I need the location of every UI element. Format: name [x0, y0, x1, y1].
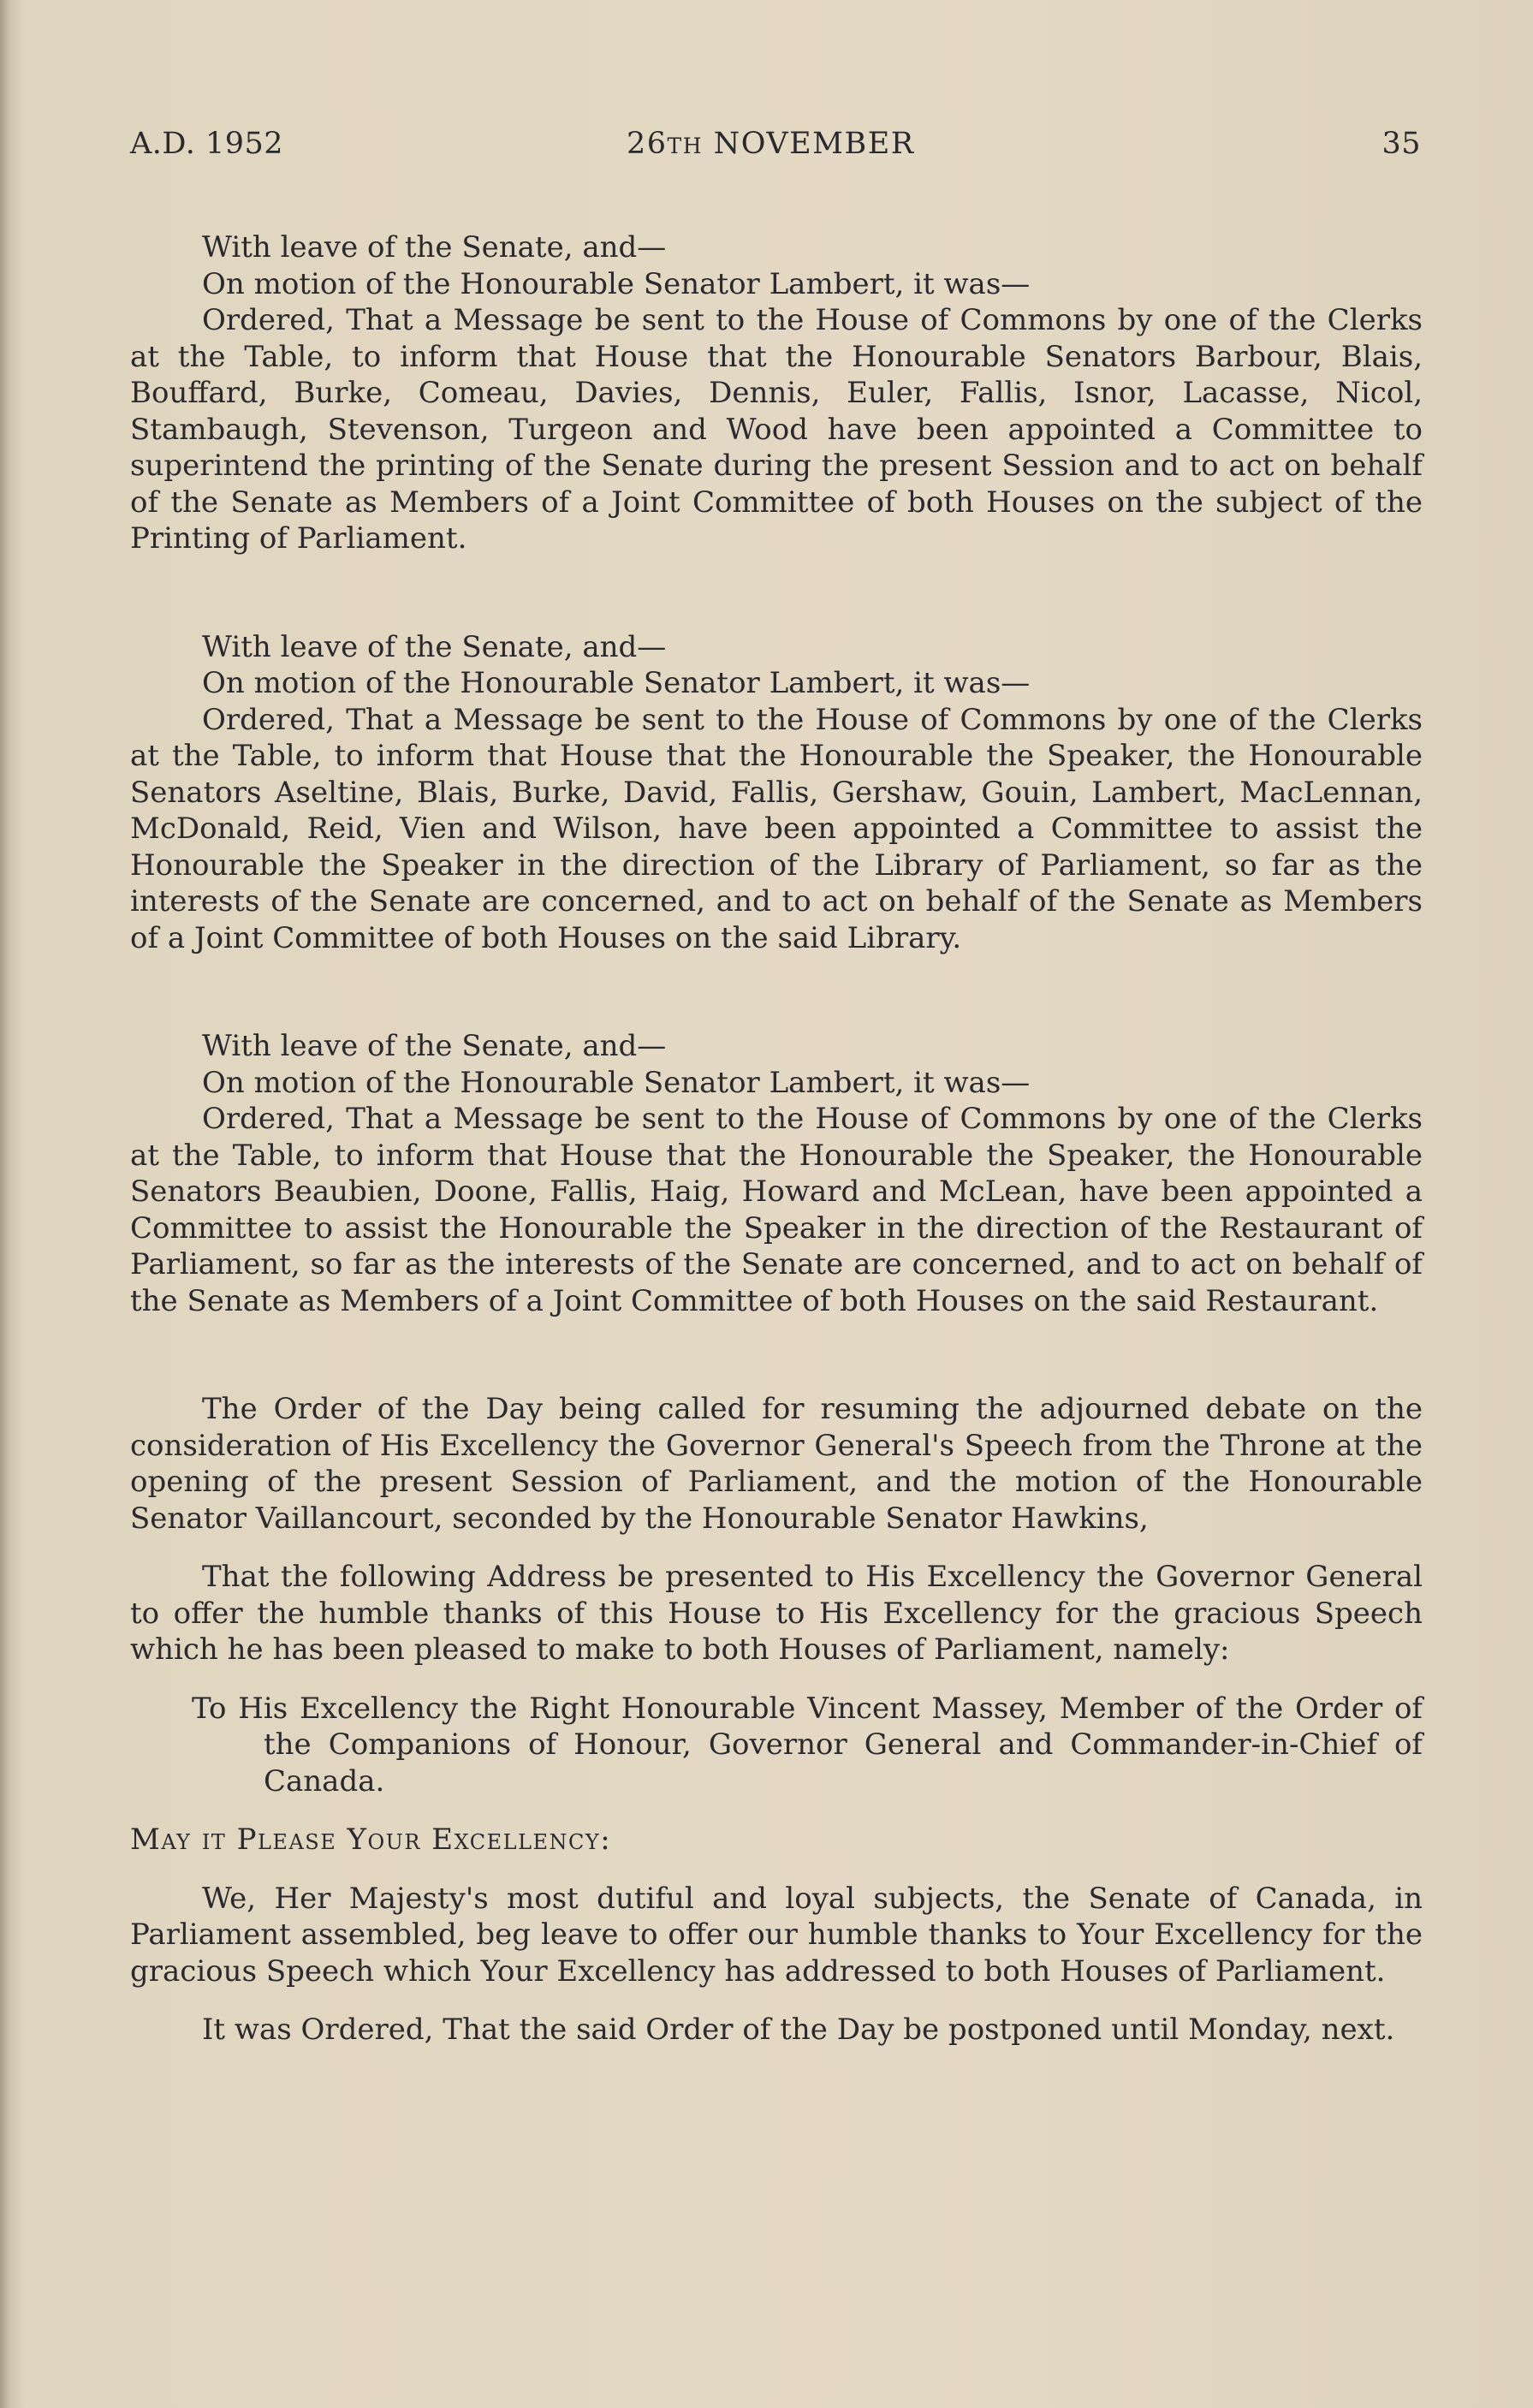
printing-committee-section: [130, 229, 1423, 557]
address-recipient: To His Excellency the Right Honourable Vincent Massey, Member of the Order of the Companions of Honour, Governor General and Commander-in-Chief of Canada.: [192, 1691, 1423, 1799]
motion-line: On motion of the Honourable Senator Lambert, it was—: [202, 266, 1031, 301]
throne-speech-section: [130, 1391, 1423, 2048]
leave-line: With leave of the Senate, and—: [202, 230, 667, 265]
header-date: 26th NOVEMBER: [627, 127, 915, 161]
motion-line: On motion of the Honourable Senator Lambert, it was—: [202, 666, 1031, 700]
leave-line: With leave of the Senate, and—: [202, 629, 667, 664]
ordered-paragraph: Ordered, That a Message be sent to the House of Commons by one of the Clerks at the Table, to inform that House that the Honourable the Speaker, the Honourable Senators Aseltine, Blais, Burke, David, Fallis, Gershaw, Gouin, Lambert, MacLennan, McDonald, Reid, Vien and Wilson, have been appointed a Committee to assist the Honourable the Speaker in the direction of the Library of Parliament, so far as the interests of the Senate are concerned, and to act on behalf of the Senate as Members of a Joint Committee of both Houses on the said Library.: [130, 702, 1423, 955]
page-number: 35: [1381, 127, 1421, 161]
header-year: A.D. 1952: [130, 127, 284, 161]
address-body-paragraph: We, Her Majesty's most dutiful and loyal subjects, the Senate of Canada, in Parliament assembled, beg leave to offer our humble thanks to Your Excellency for the gracious Speech which Your Excellency has addressed to both Houses of Parliament.: [130, 1881, 1423, 1989]
restaurant-committee-section: [130, 1028, 1423, 1319]
leave-line: With leave of the Senate, and—: [202, 1029, 667, 1063]
order-of-day-paragraph: The Order of the Day being called for resuming the adjourned debate on the consideration of His Excellency the Governor General's Speech from the Throne at the opening of the present Session of Parliament, and the motion of the Honourable Senator Vaillancourt, seconded by the Honourable Senator Hawkins,: [130, 1392, 1423, 1536]
ordered-paragraph: Ordered, That a Message be sent to the House of Commons by one of the Clerks at the Table, to inform that House that the Honourable the Speaker, the Honourable Senators Beaubien, Doone, Fallis, Haig, Howard and McLean, have been appointed a Committee to assist the Honourable the Speaker in the direction of the Restaurant of Parliament, so far as the interests of the Senate are concerned, and to act on behalf of the Senate as Members of a Joint Committee of both Houses on the said Restaurant.: [130, 1102, 1423, 1318]
salutation: May it Please Your Excellency:: [130, 1822, 612, 1857]
library-committee-section: [130, 629, 1423, 957]
document-body: [130, 229, 1423, 2048]
ordered-paragraph: Ordered, That a Message be sent to the House of Commons by one of the Clerks at the Table, to inform that House that the Honourable Senators Barbour, Blais, Bouffard, Burke, Comeau, Davies, Dennis, Euler, Fallis, Isnor, Lacasse, Nicol, Stambaugh, Stevenson, Turgeon and Wood have been appointed a Committee to superintend the printing of the Senate during the present Session and to act on behalf of the Senate as Members of a Joint Committee of both Houses on the subject of the Printing of Parliament.: [130, 303, 1423, 556]
postponed-paragraph: It was Ordered, That the said Order of the Day be postponed until Monday, next.: [202, 2013, 1395, 2047]
address-intro-paragraph: That the following Address be presented to His Excellency the Governor General to offer the humble thanks of this House to His Excellency for the gracious Speech which he has been pleased to make to both Houses of Parliament, namely:: [130, 1560, 1423, 1667]
motion-line: On motion of the Honourable Senator Lambert, it was—: [202, 1065, 1031, 1100]
